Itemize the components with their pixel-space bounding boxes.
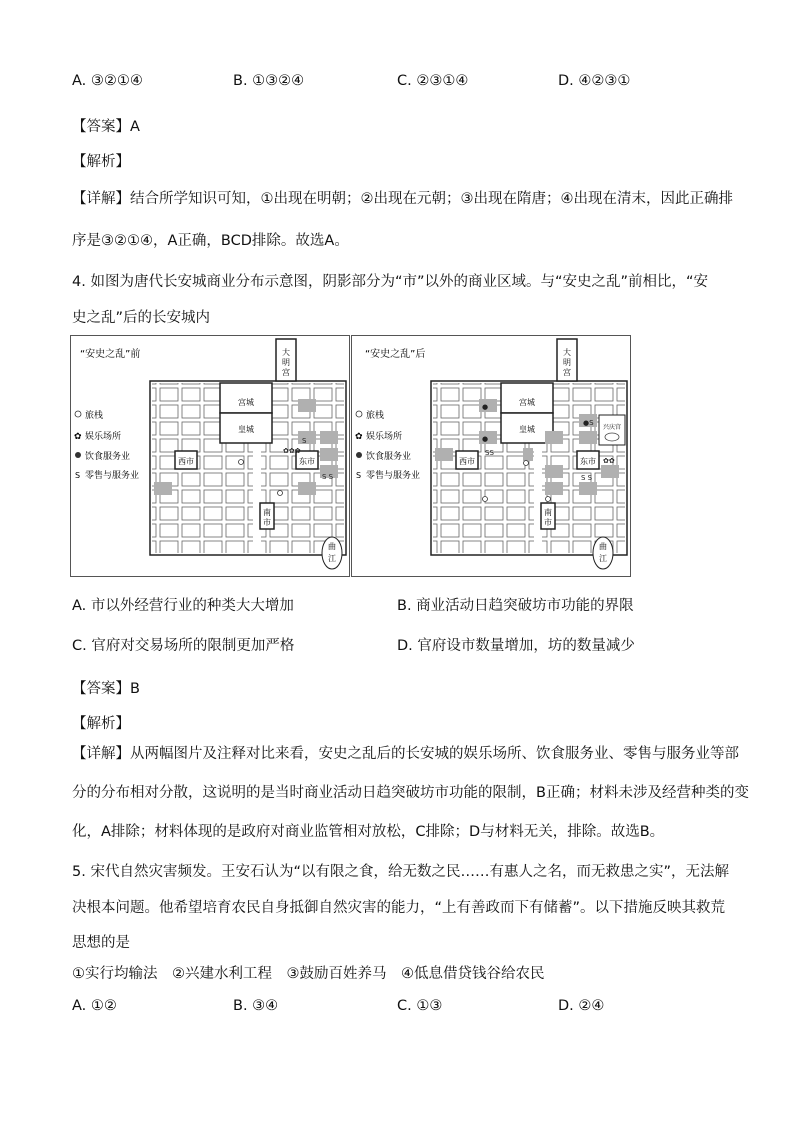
map-before [70,335,350,577]
map-after-title: “安史之乱”后 [365,349,426,360]
svg-text:S: S [356,471,362,480]
q4-option-b: B. 商业活动日趋突破坊市功能的界限 [397,598,634,614]
q5-items: ①实行均输法 ②兴建水利工程 ③鼓励百姓养马 ④低息借贷钱谷给农民 [72,966,545,982]
daming-label-2: 明 [563,358,571,367]
qujiang-label-1: 曲 [599,542,607,551]
q5-option-c: C. ①③ [397,998,443,1014]
q5-option-b: B. ③④ [233,998,279,1014]
legend-retail: 零售与服务业 [366,471,421,481]
q3-option-a: A. ③②①④ [72,73,143,89]
q3-option-d: D. ④②③① [558,73,631,89]
legend-lodging: 旅栈 [85,411,104,421]
gongcheng-label: 宫城 [238,398,254,407]
xishi-label: 西市 [178,457,194,466]
q4-stem-line: 史之乱”后的长安城内 [72,310,211,326]
svg-text:●: ● [482,403,489,411]
huangcheng-label: 皇城 [519,425,535,434]
nanshi-label-2: 市 [544,518,552,527]
q5-stem-line: 决根本问题。他希望培育农民自身抵御自然灾害的能力，“上有善政而下有储蓄”。以下措施反映其救荒 [72,900,726,916]
nanshi-label-1: 南 [544,508,552,517]
svg-text:●: ● [482,435,489,443]
daming-label-3: 宫 [563,368,571,377]
svg-text:SS: SS [485,449,494,457]
svg-text:●S: ●S [583,419,594,427]
q5-option-d: D. ②④ [558,998,605,1014]
legend-retail: 零售与服务业 [85,471,140,481]
legend-entertainment: 娱乐场所 [366,432,403,442]
daming-label-1: 大 [282,348,290,357]
xingqing-label: 兴庆宫 [602,424,622,431]
nanshi-label-1: 南 [263,508,271,517]
dongshi-label: 东市 [580,457,596,466]
q3-detail-line: 序是③②①④，A正确，BCD排除。故选A。 [72,233,349,249]
q5-stem-line: 思想的是 [72,935,130,951]
legend-food: 饮食服务业 [85,452,131,462]
svg-text:✿✿✿: ✿✿✿ [283,447,301,455]
svg-text:✿: ✿ [74,432,82,442]
q5-option-a: A. ①② [72,998,117,1014]
svg-text:S S: S S [581,474,593,482]
legend-food: 饮食服务业 [366,452,412,462]
legend-lodging: 旅栈 [366,411,385,421]
q4-detail-line: 化，A排除；材料体现的是政府对商业监管相对放松，C排除；D与材料无关，排除。故选B。 [72,824,665,840]
xishi-label: 西市 [459,457,475,466]
svg-text:✿✿: ✿✿ [603,457,615,465]
daming-label-1: 大 [563,348,571,357]
map-before-title: “安史之乱”前 [80,349,141,360]
qujiang-label-1: 曲 [328,542,336,551]
svg-text:S: S [75,471,81,480]
q4-detail-line: 分的分布相对分散，这说明的是当时商业活动日趋突破坊市功能的限制，B正确；材料未涉及经营种类的变 [72,785,749,801]
gongcheng-label: 宫城 [519,398,535,407]
daming-label-2: 明 [282,358,290,367]
nanshi-label-2: 市 [263,518,271,527]
q4-option-c: C. 官府对交易场所的限制更加严格 [72,638,295,654]
q4-option-d: D. 官府设市数量增加，坊的数量减少 [397,638,635,654]
map-after [351,335,631,577]
q4-detail-line: 【详解】从两幅图片及注释对比来看，安史之乱后的长安城的娱乐场所、饮食服务业、零售与服务业等部 [72,746,739,762]
huangcheng-label: 皇城 [238,425,254,434]
q3-answer: 【答案】A [72,119,140,135]
q3-option-c: C. ②③①④ [397,73,469,89]
q4-option-a: A. 市以外经营行业的种类大大增加 [72,598,294,614]
dongshi-label: 东市 [299,457,315,466]
daming-label-3: 宫 [282,368,290,377]
svg-text:S: S [302,437,307,445]
q5-stem-line: 5. 宋代自然灾害频发。王安石认为“以有限之食，给无数之民……有惠人之名，而无救患之实”，无法解 [72,864,729,880]
svg-text:S S: S S [322,473,334,481]
q3-detail-line: 【详解】结合所学知识可知，①出现在明朝；②出现在元朝；③出现在隋唐；④出现在清末，因此正确排 [72,191,733,207]
q4-analysis-label: 【解析】 [72,716,130,732]
svg-text:✿: ✿ [355,432,363,442]
qujiang-label-2: 江 [328,554,336,563]
q4-stem-line: 4. 如图为唐代长安城商业分布示意图，阴影部分为“市”以外的商业区域。与“安史之乱”前相比，“安 [72,274,708,290]
q3-option-b: B. ①③②④ [233,73,305,89]
q3-analysis-label: 【解析】 [72,154,130,170]
legend-entertainment: 娱乐场所 [85,432,122,442]
q4-answer: 【答案】B [72,681,140,697]
qujiang-label-2: 江 [599,554,607,563]
